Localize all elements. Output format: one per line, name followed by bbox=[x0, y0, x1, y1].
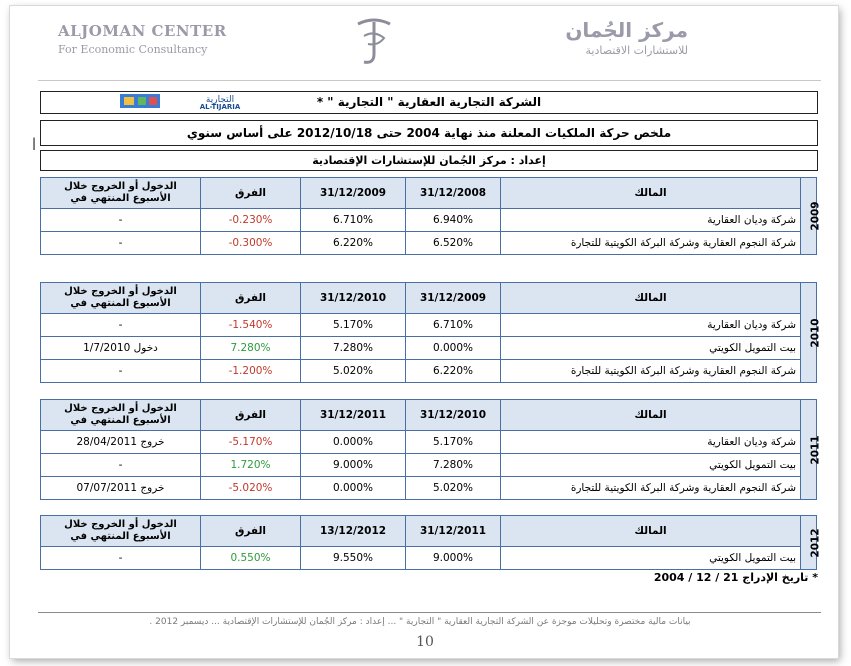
summary-title-box bbox=[40, 120, 818, 146]
value1-cell: 6.220% bbox=[406, 360, 501, 383]
year-label: 2009 bbox=[801, 178, 817, 255]
diff-cell: -1.540% bbox=[201, 314, 301, 337]
table-row bbox=[41, 431, 817, 454]
page-number: 10 bbox=[416, 634, 434, 650]
header-date2: 13/12/2012 bbox=[301, 516, 406, 547]
brand-english bbox=[58, 22, 227, 56]
table-row bbox=[41, 337, 817, 360]
al-tijaria-logo-icon bbox=[120, 93, 270, 110]
brand-arabic-subtitle: للاستشارات الاقتصادية bbox=[585, 44, 688, 57]
table-row bbox=[41, 314, 817, 337]
diff-cell: 1.720% bbox=[201, 454, 301, 477]
value2-cell: 9.550% bbox=[301, 547, 406, 570]
owner-cell: بيت التمويل الكويتي bbox=[501, 337, 801, 360]
movement-cell: خروج 07/07/2011 bbox=[41, 477, 201, 500]
movement-cell: خروج 28/04/2011 bbox=[41, 431, 201, 454]
footer-divider bbox=[38, 612, 821, 613]
owner-cell: شركة النجوم العقارية وشركة البركة الكويتية للتجارة bbox=[501, 477, 801, 500]
header-date1: 31/12/2011 bbox=[406, 516, 501, 547]
value1-cell: 5.170% bbox=[406, 431, 501, 454]
table-row bbox=[41, 232, 817, 255]
diff-cell: -5.020% bbox=[201, 477, 301, 500]
owner-cell: شركة وديان العقارية bbox=[501, 209, 801, 232]
header-diff: الفرق bbox=[201, 178, 301, 209]
diff-cell: -0.300% bbox=[201, 232, 301, 255]
brand-arabic bbox=[565, 18, 688, 57]
header-owner: المالك bbox=[501, 283, 801, 314]
value1-cell: 7.280% bbox=[406, 454, 501, 477]
value2-cell: 9.000% bbox=[301, 454, 406, 477]
movement-cell: دخول 1/7/2010 bbox=[41, 337, 201, 360]
movement-cell: - bbox=[41, 360, 201, 383]
margin-mark: | bbox=[32, 136, 37, 150]
header-date1: 31/12/2010 bbox=[406, 400, 501, 431]
brand-english-title: ALJOMAN CENTER bbox=[58, 22, 227, 40]
header-divider bbox=[38, 80, 821, 81]
brand-english-subtitle: For Economic Consultancy bbox=[58, 43, 208, 56]
table-row bbox=[41, 360, 817, 383]
value1-cell: 0.000% bbox=[406, 337, 501, 360]
owner-cell: شركة النجوم العقارية وشركة البركة الكويتية للتجارة bbox=[501, 360, 801, 383]
header-date2: 31/12/2009 bbox=[301, 178, 406, 209]
ownership-table-2010 bbox=[40, 282, 822, 383]
year-label: 2012 bbox=[801, 516, 817, 570]
header-date2: 31/12/2010 bbox=[301, 283, 406, 314]
header-owner: المالك bbox=[501, 516, 801, 547]
table-row bbox=[41, 477, 817, 500]
footer-text: بيانات مالية مختصرة وتحليلات موجزة عن الشركة التجارية العقارية " التجارية " ... إعداد : مركز الجُمان للإستشارات الإقتصادية ... ديسمبر 2012 . bbox=[149, 617, 691, 627]
header-diff: الفرق bbox=[201, 400, 301, 431]
listing-date: * تاريخ الإدراج 21 / 12 / 2004 bbox=[653, 571, 818, 584]
header-diff: الفرق bbox=[201, 516, 301, 547]
header-movement: الدخول أو الخروج خلال الأسبوع المنتهي في bbox=[41, 400, 201, 431]
ownership-table-2011 bbox=[40, 399, 822, 500]
table-header-row bbox=[41, 178, 817, 209]
header-movement: الدخول أو الخروج خلال الأسبوع المنتهي في bbox=[41, 178, 201, 209]
movement-cell: - bbox=[41, 547, 201, 570]
diff-cell: 0.550% bbox=[201, 547, 301, 570]
movement-cell: - bbox=[41, 209, 201, 232]
aljoman-logo-icon bbox=[350, 14, 398, 68]
header-diff: الفرق bbox=[201, 283, 301, 314]
prepared-by-box bbox=[40, 150, 818, 171]
year-label: 2010 bbox=[801, 283, 817, 383]
value2-cell: 0.000% bbox=[301, 431, 406, 454]
al-tijaria-logo-ar: التجارية bbox=[205, 95, 235, 105]
owner-cell: شركة النجوم العقارية وشركة البركة الكويتية للتجارة bbox=[501, 232, 801, 255]
table-row bbox=[41, 547, 817, 570]
table-header-row bbox=[41, 400, 817, 431]
table-header-row bbox=[41, 516, 817, 547]
company-title: الشركة التجارية العقارية " التجارية " * bbox=[316, 95, 542, 109]
owner-cell: بيت التمويل الكويتي bbox=[501, 454, 801, 477]
ownership-table-2009 bbox=[40, 177, 822, 255]
header-date1: 31/12/2008 bbox=[406, 178, 501, 209]
table-row bbox=[41, 209, 817, 232]
value2-cell: 6.220% bbox=[301, 232, 406, 255]
table-header-row bbox=[41, 283, 817, 314]
header-date1: 31/12/2009 bbox=[406, 283, 501, 314]
summary-title: ملخص حركة الملكيات المعلنة منذ نهاية 2004 حتى 2012/10/18 على أساس سنوي bbox=[186, 126, 672, 140]
brand-arabic-title: مركز الجُمان bbox=[565, 18, 688, 42]
value2-cell: 6.710% bbox=[301, 209, 406, 232]
header-date2: 31/12/2011 bbox=[301, 400, 406, 431]
owner-cell: شركة وديان العقارية bbox=[501, 314, 801, 337]
movement-cell: - bbox=[41, 454, 201, 477]
table-row bbox=[41, 454, 817, 477]
value1-cell: 6.940% bbox=[406, 209, 501, 232]
header-owner: المالك bbox=[501, 400, 801, 431]
prepared-by: إعداد : مركز الجُمان للإستشارات الإقتصادية bbox=[312, 154, 546, 167]
ownership-table-2012 bbox=[40, 515, 822, 570]
diff-cell: -5.170% bbox=[201, 431, 301, 454]
diff-cell: -0.230% bbox=[201, 209, 301, 232]
owner-cell: بيت التمويل الكويتي bbox=[501, 547, 801, 570]
header-movement: الدخول أو الخروج خلال الأسبوع المنتهي في bbox=[41, 283, 201, 314]
al-tijaria-logo-en: AL-TIJARIA bbox=[199, 103, 241, 111]
value1-cell: 6.710% bbox=[406, 314, 501, 337]
value2-cell: 7.280% bbox=[301, 337, 406, 360]
value1-cell: 5.020% bbox=[406, 477, 501, 500]
movement-cell: - bbox=[41, 232, 201, 255]
diff-cell: -1.200% bbox=[201, 360, 301, 383]
value2-cell: 5.020% bbox=[301, 360, 406, 383]
diff-cell: 7.280% bbox=[201, 337, 301, 360]
header-movement: الدخول أو الخروج خلال الأسبوع المنتهي في bbox=[41, 516, 201, 547]
header-owner: المالك bbox=[501, 178, 801, 209]
owner-cell: شركة وديان العقارية bbox=[501, 431, 801, 454]
value1-cell: 9.000% bbox=[406, 547, 501, 570]
value2-cell: 5.170% bbox=[301, 314, 406, 337]
value2-cell: 0.000% bbox=[301, 477, 406, 500]
value1-cell: 6.520% bbox=[406, 232, 501, 255]
year-label: 2011 bbox=[801, 400, 817, 500]
movement-cell: - bbox=[41, 314, 201, 337]
